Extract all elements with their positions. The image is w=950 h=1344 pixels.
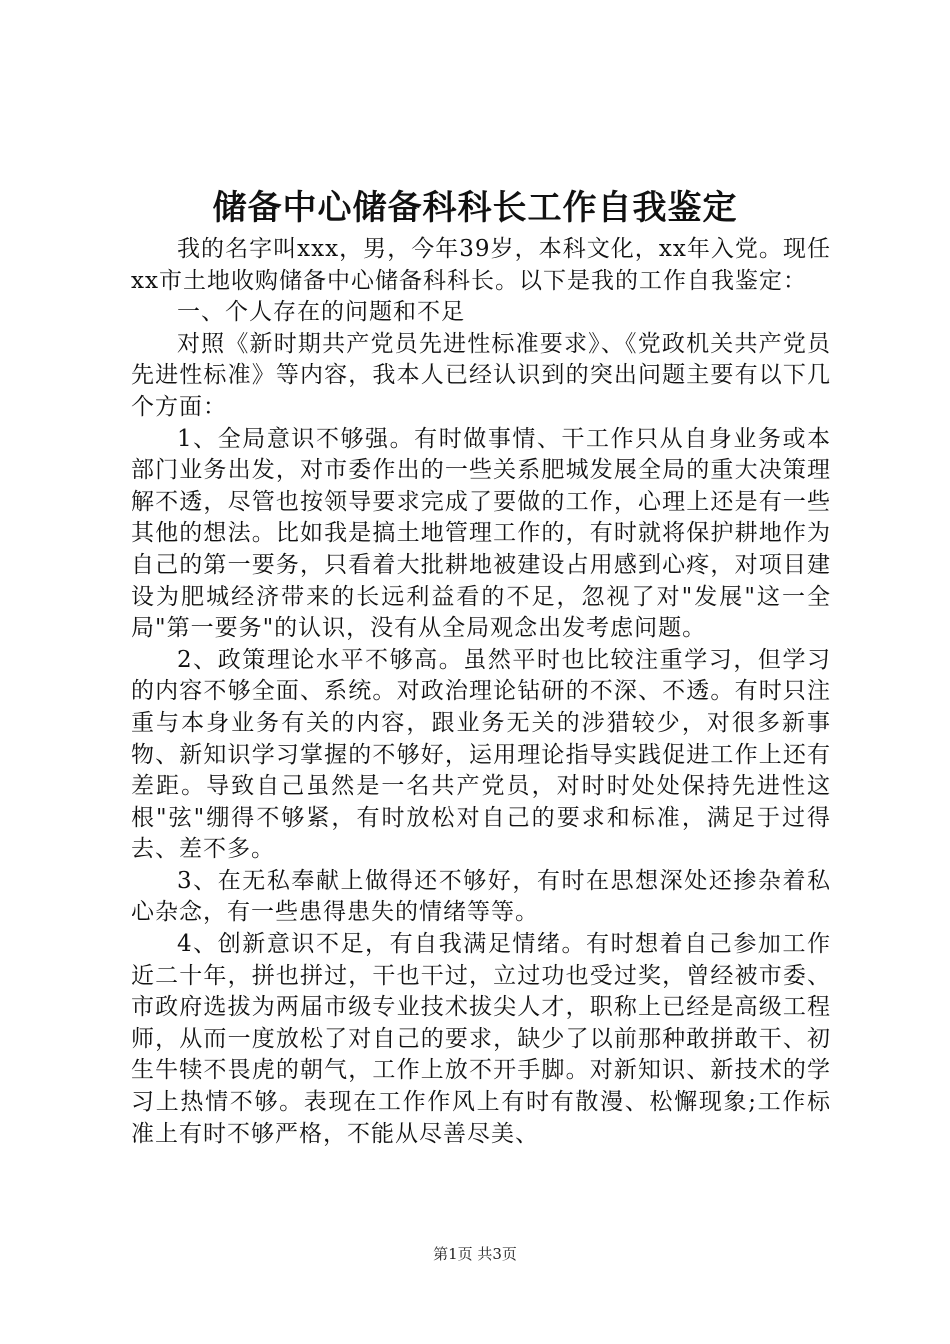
- paragraph-item-2: 2、政策理论水平不够高。虽然平时也比较注重学习，但学习的内容不够全面、系统。对政治理论钻研的不深、不透。有时只注重与本身业务有关的内容，跟业务无关的涉猎较少，对很多新事物、新知识学习掌握的不够好，运用理论指导实践促进工作上还有差距。导致自己虽然是一名共产党员，对时时处处保持先进性这根"弦"绷得不够紧，有时放松对自己的要求和标准，满足于过得去、差不多。: [131, 646, 831, 863]
- page-footer: 第1页 共3页: [433, 1245, 517, 1263]
- paragraph-item-3: 3、在无私奉献上做得还不够好，有时在思想深处还掺杂着私心杂念，有一些患得患失的情绪等等。: [131, 867, 831, 926]
- document-body: [131, 234, 831, 1150]
- paragraph-standards: 对照《新时期共产党员先进性标准要求》、《党政机关共产党员先进性标准》等内容，我本人已经认识到的突出问题主要有以下几个方面：: [131, 330, 831, 420]
- paragraph-intro: 我的名字叫xxx，男，今年39岁，本科文化，xx年入党。现任xx市土地收购储备中心储备科科长。以下是我的工作自我鉴定：: [131, 236, 831, 294]
- paragraph-item-4: 4、创新意识不足，有自我满足情绪。有时想着自己参加工作近二十年，拼也拼过，干也干过，立过功也受过奖，曾经被市委、市政府选拔为两届市级专业技术拔尖人才，职称上已经是高级工程师，从而一度放松了对自己的要求，缺少了以前那种敢拼敢干、初生牛犊不畏虎的朝气，工作上放不开手脚。对新知识、新技术的学习上热情不够。表现在工作作风上有时有散漫、松懈现象;工作标准上有时不够严格，不能从尽善尽美、: [131, 931, 831, 1147]
- paragraph-item-1: 1、全局意识不够强。有时做事情、干工作只从自身业务或本部门业务出发，对市委作出的一些关系肥城发展全局的重大决策理解不透，尽管也按领导要求完成了要做的工作，心理上还是有一些其他的想法。比如我是搞土地管理工作的，有时就将保护耕地作为自己的第一要务，只看着大批耕地被建设占用感到心疼，对项目建设为肥城经济带来的长远利益看的不足，忽视了对"发展"这一全局"第一要务"的认识，没有从全局观念出发考虑问题。: [131, 425, 831, 642]
- document-title: 储备中心储备科科长工作自我鉴定: [212, 188, 738, 228]
- section-heading: 一、个人存在的问题和不足: [177, 299, 465, 326]
